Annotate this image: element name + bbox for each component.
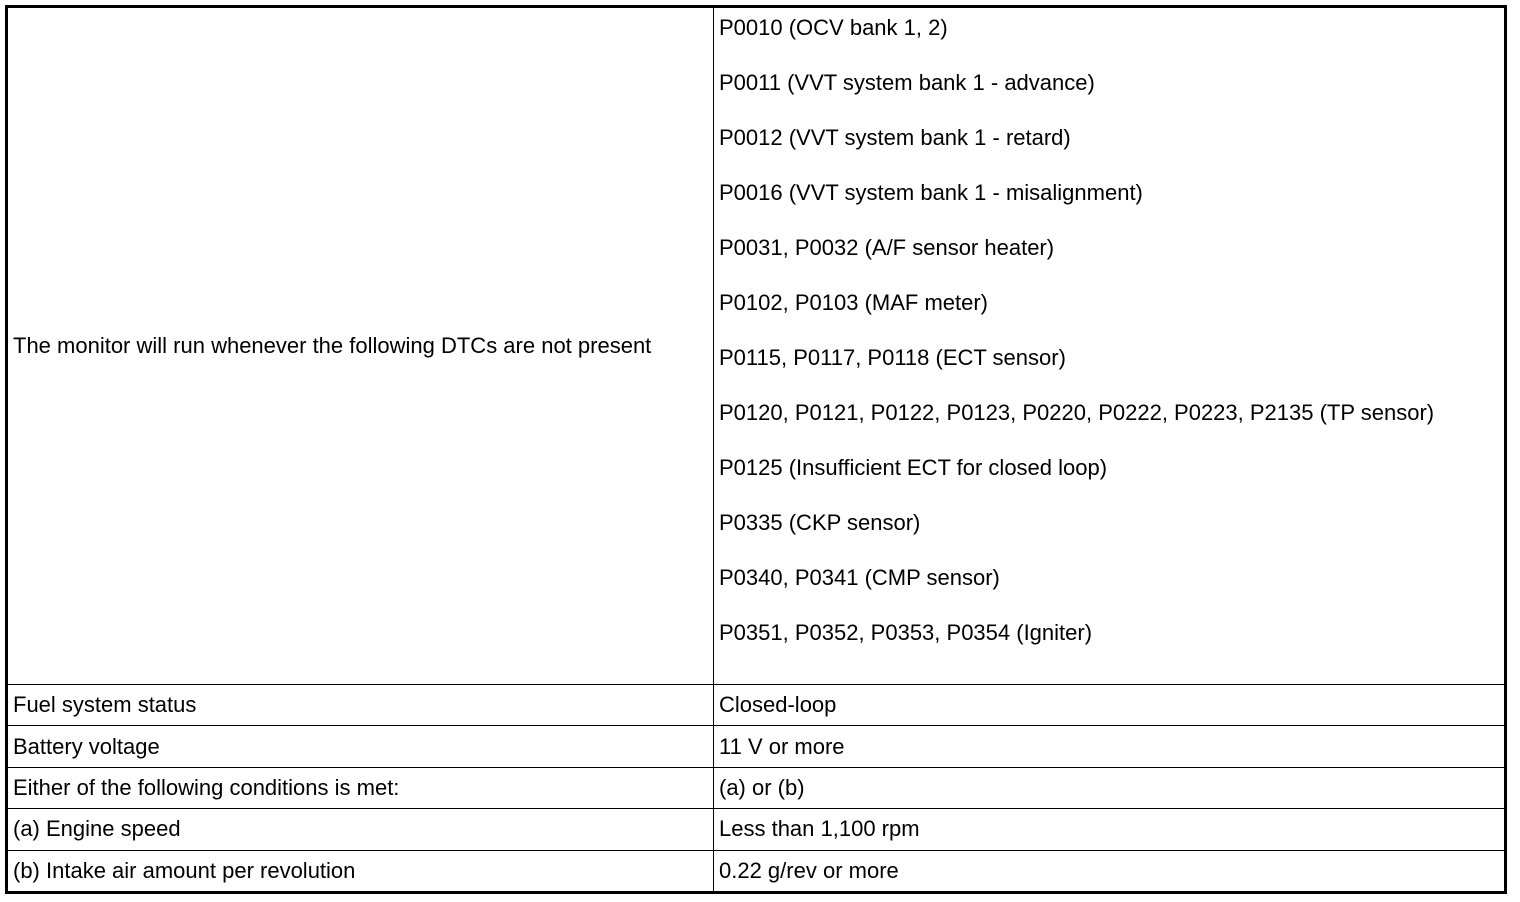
dtc-item: P0102, P0103 (MAF meter) xyxy=(719,290,989,315)
fuel-system-status-label: Fuel system status xyxy=(8,684,714,725)
fuel-system-status-value: Closed-loop xyxy=(714,684,1504,725)
engine-speed-value: Less than 1,100 rpm xyxy=(714,808,1504,849)
dtc-item: P0335 (CKP sensor) xyxy=(719,510,921,535)
intake-air-label: (b) Intake air amount per revolution xyxy=(8,850,714,891)
conditions-table xyxy=(5,5,1507,894)
engine-speed-label: (a) Engine speed xyxy=(8,808,714,849)
dtc-item: P0340, P0341 (CMP sensor) xyxy=(719,565,1000,590)
dtc-item: P0012 (VVT system bank 1 - retard) xyxy=(719,125,1071,150)
dtc-item: P0120, P0121, P0122, P0123, P0220, P0222, P0223, P2135 (TP sensor) xyxy=(719,400,1435,425)
intake-air-value: 0.22 g/rev or more xyxy=(714,850,1504,891)
battery-voltage-label: Battery voltage xyxy=(8,725,714,766)
dtc-list xyxy=(714,8,1504,684)
dtc-item: P0031, P0032 (A/F sensor heater) xyxy=(719,235,1055,260)
dtc-item: P0011 (VVT system bank 1 - advance) xyxy=(719,70,1095,95)
dtc-item: P0351, P0352, P0353, P0354 (Igniter) xyxy=(719,620,1093,645)
dtc-item: P0115, P0117, P0118 (ECT sensor) xyxy=(719,345,1066,370)
dtc-item: P0125 (Insufficient ECT for closed loop) xyxy=(719,455,1108,480)
dtc-item: P0010 (OCV bank 1, 2) xyxy=(719,15,948,40)
battery-voltage-value: 11 V or more xyxy=(714,725,1504,766)
dtc-condition-label: The monitor will run whenever the following DTCs are not present xyxy=(8,8,714,684)
dtc-item: P0016 (VVT system bank 1 - misalignment) xyxy=(719,180,1143,205)
either-condition-value: (a) or (b) xyxy=(714,767,1504,808)
either-condition-label: Either of the following conditions is met: xyxy=(8,767,714,808)
